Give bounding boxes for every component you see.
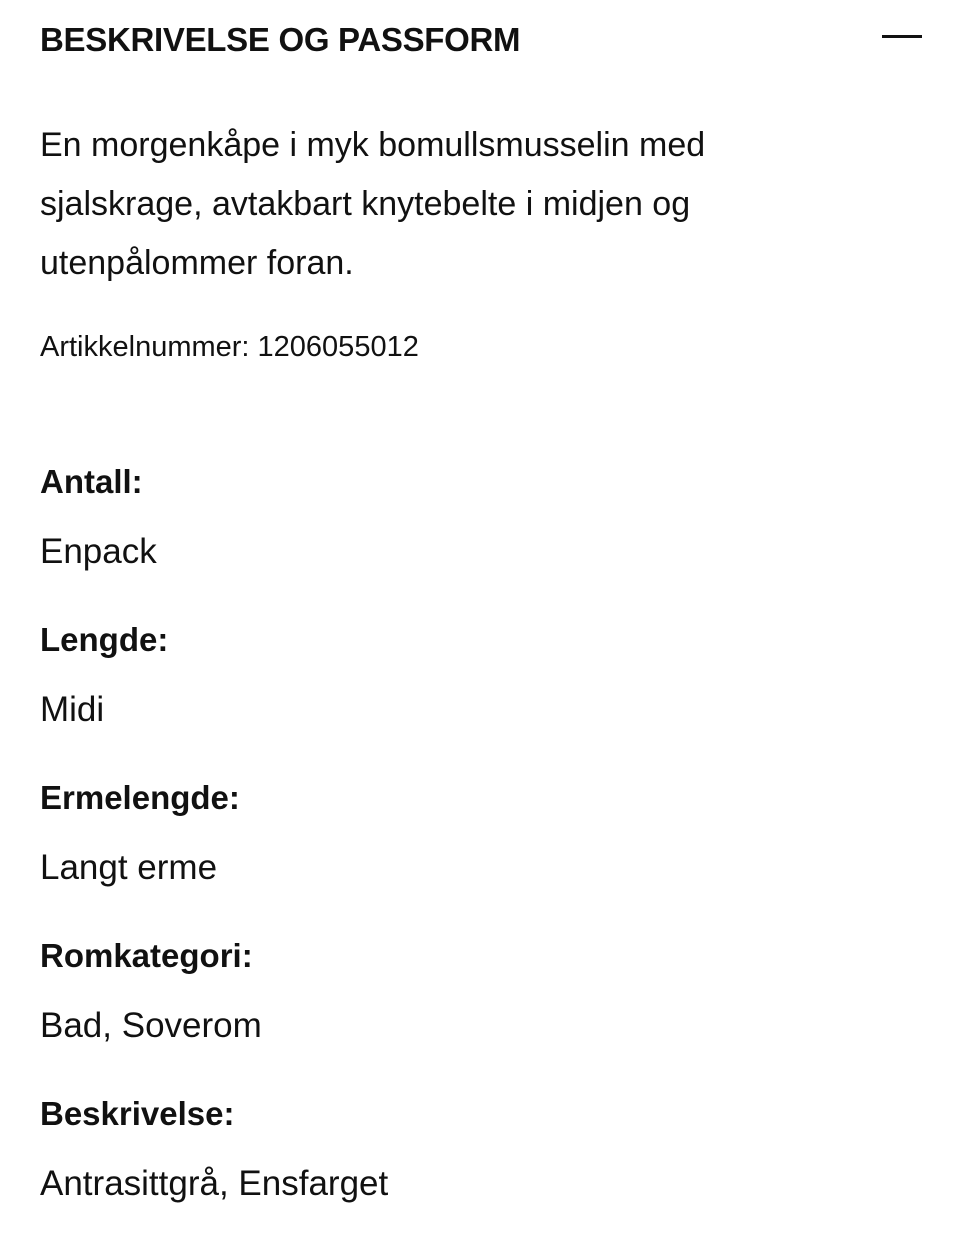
attribute-lengde <box>40 620 920 730</box>
attribute-value: Enpack <box>40 531 157 571</box>
attribute-value: Midi <box>40 689 105 729</box>
attribute-beskrivelse <box>40 1094 920 1204</box>
attribute-label: Romkategori: <box>40 936 253 974</box>
attribute-label: Lengde: <box>40 620 169 658</box>
article-number: Artikkelnummer: 1206055012 <box>40 331 419 363</box>
attribute-romkategori <box>40 936 920 1046</box>
accordion-title: BESKRIVELSE OG PASSFORM <box>40 20 521 58</box>
attribute-value: Bad, Soverom <box>40 1005 262 1045</box>
attribute-ermelengde <box>40 778 920 888</box>
accordion-header[interactable] <box>40 0 920 78</box>
collapse-button[interactable] <box>880 20 924 52</box>
attribute-antall <box>40 462 920 572</box>
minus-icon <box>882 35 922 38</box>
attribute-label: Antall: <box>40 462 143 500</box>
attribute-label: Ermelengde: <box>40 778 240 816</box>
attribute-value: Antrasittgrå, Ensfarget <box>40 1163 389 1203</box>
attribute-label: Beskrivelse: <box>40 1094 235 1132</box>
attribute-value: Langt erme <box>40 847 218 887</box>
product-description: En morgenkåpe i myk bomullsmusselin med sjalskrage, avtakbart knytebelte i midjen og utenpålommer foran. <box>40 126 706 282</box>
attribute-list <box>40 462 920 1204</box>
